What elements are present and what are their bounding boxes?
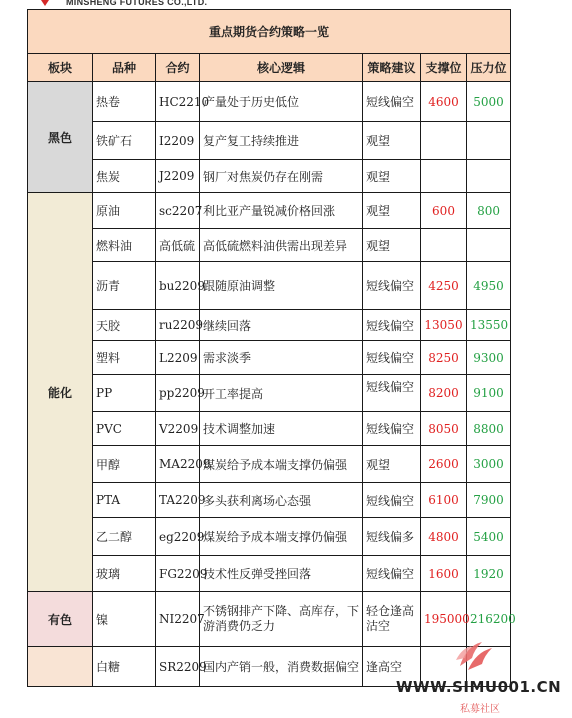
support-cell: 8050 (421, 412, 467, 446)
sector-energy: 能化 (28, 193, 93, 592)
strategy-cell: 观望 (363, 122, 421, 160)
resistance-cell: 13550 (467, 310, 511, 341)
table-row (28, 229, 511, 262)
resistance-cell: 3000 (467, 446, 511, 483)
table-row (28, 193, 511, 229)
strategy-table (27, 9, 516, 687)
table-row (28, 122, 511, 160)
contract-cell: 高低硫 (156, 229, 200, 262)
strategy-cell: 短线偏空 (363, 412, 421, 446)
strategy-cell: 短线偏空 (363, 375, 421, 412)
logic-cell: 高低硫燃料油供需出现差异 (200, 229, 363, 262)
resistance-cell: 7900 (467, 483, 511, 518)
variety-cell: 天胶 (93, 310, 156, 341)
support-cell: 1600 (421, 556, 467, 592)
sector-black: 黑色 (28, 82, 93, 193)
strategy-cell: 观望 (363, 193, 421, 229)
logic-cell: 多头获利离场心态强 (200, 483, 363, 518)
sector-nonferrous: 有色 (28, 592, 93, 647)
resistance-cell: 9100 (467, 375, 511, 412)
table-row (28, 412, 511, 446)
contract-cell: bu2209 (156, 262, 200, 310)
logic-cell: 煤炭给予成本端支撑仍偏强 (200, 446, 363, 483)
table-row (28, 160, 511, 193)
strategy-cell: 短线偏空 (363, 310, 421, 341)
variety-cell: PP (93, 375, 156, 412)
strategy-cell: 短线偏空 (363, 556, 421, 592)
table-row (28, 375, 511, 412)
table-row (28, 341, 511, 375)
contract-cell: V2209 (156, 412, 200, 446)
strategy-cell: 轻仓逢高沽空 (363, 592, 421, 647)
header-support: 支撑位 (421, 54, 467, 82)
strategy-cell: 短线偏空 (363, 82, 421, 122)
logic-cell: 复产复工持续推进 (200, 122, 363, 160)
logic-cell: 需求淡季 (200, 341, 363, 375)
watermark-url: WWW.SIMU001.CN (396, 678, 562, 696)
resistance-cell (467, 229, 511, 262)
table-row (28, 82, 511, 122)
company-logo-icon (36, 0, 54, 8)
support-cell: 4600 (421, 82, 467, 122)
strategy-cell: 短线偏空 (363, 483, 421, 518)
resistance-cell: 216200 (467, 592, 511, 647)
resistance-cell: 5400 (467, 518, 511, 556)
contract-cell: TA2209 (156, 483, 200, 518)
variety-cell: 塑料 (93, 341, 156, 375)
strategy-cell: 观望 (363, 229, 421, 262)
support-cell: 8200 (421, 375, 467, 412)
table-row (28, 262, 511, 310)
contract-cell: sc2207 (156, 193, 200, 229)
contract-cell: SR2209 (156, 647, 200, 687)
header-logic: 核心逻辑 (200, 54, 363, 82)
variety-cell: 玻璃 (93, 556, 156, 592)
header-sector: 板块 (28, 54, 93, 82)
contract-cell: ru2209 (156, 310, 200, 341)
support-cell: 4250 (421, 262, 467, 310)
watermark-logo-icon (452, 636, 496, 674)
logic-cell: 继续回落 (200, 310, 363, 341)
resistance-cell: 800 (467, 193, 511, 229)
variety-cell: 沥青 (93, 262, 156, 310)
strategy-cell: 观望 (363, 160, 421, 193)
strategy-cell: 观望 (363, 446, 421, 483)
variety-cell: 焦炭 (93, 160, 156, 193)
support-cell: 4800 (421, 518, 467, 556)
variety-cell: PVC (93, 412, 156, 446)
variety-cell: PTA (93, 483, 156, 518)
contract-cell: MA2209 (156, 446, 200, 483)
logic-cell: 利比亚产量锐减价格回涨 (200, 193, 363, 229)
table-row (28, 483, 511, 518)
variety-cell: 燃料油 (93, 229, 156, 262)
table-row (28, 518, 511, 556)
logic-cell: 技术性反弹受挫回落 (200, 556, 363, 592)
table-row (28, 446, 511, 483)
resistance-cell: 4950 (467, 262, 511, 310)
contract-cell: eg2209 (156, 518, 200, 556)
support-cell: 6100 (421, 483, 467, 518)
logic-cell: 跟随原油调整 (200, 262, 363, 310)
contract-cell: NI2207 (156, 592, 200, 647)
support-cell: 13050 (421, 310, 467, 341)
variety-cell: 乙二醇 (93, 518, 156, 556)
support-cell (421, 229, 467, 262)
resistance-cell: 9300 (467, 341, 511, 375)
watermark-subtitle: 私募社区 (460, 704, 500, 715)
contract-cell: J2209 (156, 160, 200, 193)
resistance-cell: 8800 (467, 412, 511, 446)
variety-cell: 铁矿石 (93, 122, 156, 160)
table-row (28, 310, 511, 341)
logic-cell: 不锈钢排产下降、高库存，下游消费仍乏力 (200, 592, 363, 647)
support-cell: 195000 (421, 592, 467, 647)
site-watermark (396, 636, 572, 718)
variety-cell: 白糖 (93, 647, 156, 687)
resistance-cell (467, 122, 511, 160)
support-cell: 600 (421, 193, 467, 229)
header-row (28, 54, 511, 82)
header-contract: 合约 (156, 54, 200, 82)
contract-cell: pp2209 (156, 375, 200, 412)
header-variety: 品种 (93, 54, 156, 82)
header-resistance: 压力位 (467, 54, 511, 82)
support-cell: 8250 (421, 341, 467, 375)
variety-cell: 镍 (93, 592, 156, 647)
resistance-cell: 5000 (467, 82, 511, 122)
support-cell: 2600 (421, 446, 467, 483)
contract-cell: I2209 (156, 122, 200, 160)
contract-cell: L2209 (156, 341, 200, 375)
variety-cell: 热卷 (93, 82, 156, 122)
logic-cell: 产量处于历史低位 (200, 82, 363, 122)
logic-cell: 国内产销一般，消费数据偏空 (200, 647, 363, 687)
header-strategy: 策略建议 (363, 54, 421, 82)
strategy-cell: 逢高空 (363, 647, 421, 687)
company-name: MINSHENG FUTURES CO.,LTD. (66, 0, 208, 7)
resistance-cell: 1920 (467, 556, 511, 592)
support-cell (421, 160, 467, 193)
resistance-cell (467, 160, 511, 193)
variety-cell: 原油 (93, 193, 156, 229)
contract-cell: HC2210 (156, 82, 200, 122)
contract-cell: FG2209 (156, 556, 200, 592)
strategy-cell: 短线偏空 (363, 341, 421, 375)
support-cell (421, 122, 467, 160)
logic-cell: 技术调整加速 (200, 412, 363, 446)
variety-cell: 甲醇 (93, 446, 156, 483)
strategy-cell: 短线偏空 (363, 262, 421, 310)
strategy-cell: 短线偏多 (363, 518, 421, 556)
table-title: 重点期货合约策略一览 (28, 10, 511, 54)
sector-soft (28, 647, 93, 687)
table-row (28, 556, 511, 592)
logic-cell: 煤炭给予成本端支撑仍偏强 (200, 518, 363, 556)
logic-cell: 钢厂对焦炭仍存在刚需 (200, 160, 363, 193)
logic-cell: 开工率提高 (200, 375, 363, 412)
